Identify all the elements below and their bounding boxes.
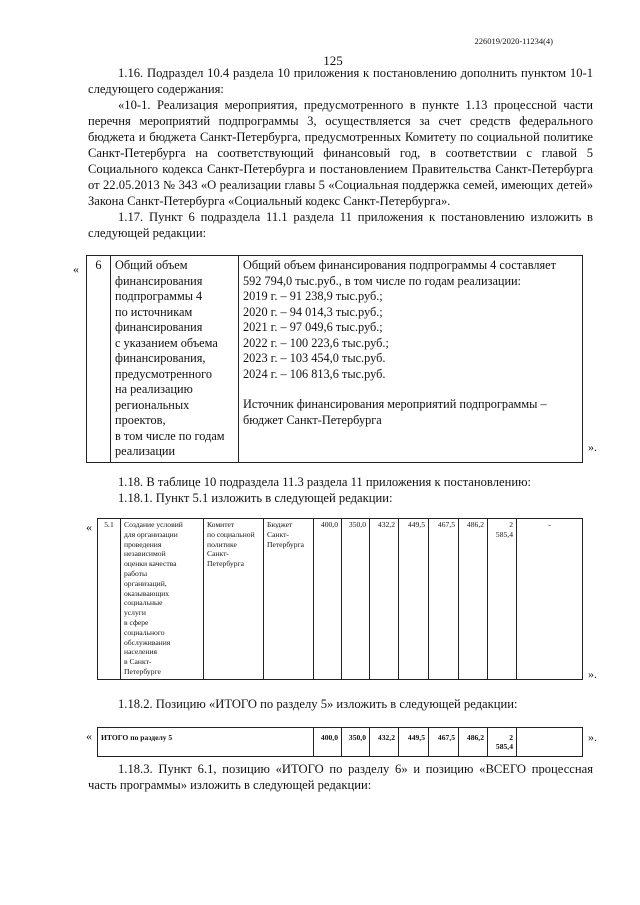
paragraph-10-1: «10-1. Реализация мероприятия, предусмотренного в пункте 1.13 процессной части перечня мероприятий подпрограммы 3, осуществляется за счет средств федерального бюджета и бюджета Санкт-Петербурга, предусмотренных Комитету по социальной политике Санкт-Петербурга на соответствующий финансовый год, в соответствии с главой 5 Социального кодекса Санкт-Петербурга и постановлением Правительства Санкт-Петербурга от 22.05.2013 № 343 «О реализации главы 5 «Социальная поддержка семей, имеющих детей» Закона Санкт-Петербурга «Социальный кодекс Санкт-Петербурга». [88,98,593,208]
paragraph-1-18-3: 1.18.3. Пункт 6.1, позицию «ИТОГО по разделу 6» и позицию «ВСЕГО процессная часть программы» изложить в следующей редакции: [88,762,593,792]
text-line: организаций, [124,578,167,588]
document-code: 226019/2020-11234(4) [474,36,553,46]
paragraph-1-17: 1.17. Пункт 6 подраздела 11.1 раздела 11 приложения к постановлению изложить в следующей редакции: [88,210,593,240]
text-line: Общий объем [115,258,188,272]
text-line: по источникам [115,304,193,319]
total-value: 467,5 [429,728,459,757]
empty-cell [517,728,583,757]
paragraph-1-16: 1.16. Подраздел 10.4 раздела 10 приложения к постановлению дополнить пунктом 10-1 следующего содержания: [88,66,593,96]
total-value: 350,0 [342,728,370,757]
total-label: ИТОГО по разделу 5 [98,728,314,757]
year-value: 2 585,4 [488,519,517,680]
text-line: Бюджет [267,520,293,529]
text-line: на реализацию [115,382,193,396]
close-quote: ». [588,667,597,681]
text-line: Петербурге [124,666,161,676]
row-number: 5.1 [98,519,121,680]
executor [204,519,264,680]
paragraph-1-18-1: 1.18.1. Пункт 5.1 изложить в следующей редакции: [118,491,393,505]
text-line: обслуживания [124,637,171,647]
text-line: Петербурга [207,559,244,569]
year-value: 449,5 [399,519,429,680]
year-value: 350,0 [342,519,370,680]
page-number: 125 [323,53,343,68]
open-quote: « [86,729,92,743]
funding-value [239,256,583,463]
text-line: 2021 г. – 97 049,6 тыс.руб.; [243,320,383,334]
text-line: в Санкт- [124,657,152,667]
text-line: Санкт- [207,549,229,559]
year-value: 400,0 [314,519,342,680]
funding-source [264,519,314,680]
text-line: социальные [124,598,163,608]
year-value: 486,2 [459,519,488,680]
paragraph-1-18-2: 1.18.2. Позицию «ИТОГО по разделу 5» изложить в следующей редакции: [118,697,518,711]
text-line: реализации [115,444,176,458]
text-line: для организации [124,529,178,539]
open-quote: « [73,262,79,276]
text-line: населения [124,647,158,657]
text-line: Общий объем финансирования подпрограммы 4 составляет [243,258,557,272]
funding-label [111,256,239,463]
text-line: финансирования, [115,351,206,365]
text-line: независимой [124,549,166,559]
text-line: в сфере [124,617,149,627]
text-line: в том числе по годам [115,428,225,443]
text-line: по социальной [207,529,255,539]
total-value: 449,5 [399,728,429,757]
text-line: Петербурга [267,539,304,549]
text-line: 2023 г. – 103 454,0 тыс.руб. [243,351,386,365]
text-line: социального [124,627,165,637]
total-value: 2 585,4 [488,728,517,757]
text-line: 2022 г. – 100 223,6 тыс.руб.; [243,335,389,350]
text-line: региональных [115,397,190,412]
result-value: - [517,519,583,680]
open-quote: « [86,520,92,534]
year-value: 432,2 [370,519,399,680]
measures-table [97,518,583,680]
total-value: 432,2 [370,728,399,757]
text-line: предусмотренного [115,366,212,381]
text-line: с указанием объема [115,335,218,350]
text-line: финансирования [115,320,203,334]
text-line: Санкт- [267,529,289,539]
text-line: оказывающих [124,588,170,598]
text-line: Источник финансирования мероприятий подпрограммы – [243,397,547,411]
text-line: проведения [124,539,162,549]
total-value: 400,0 [314,728,342,757]
text-line: 2024 г. – 106 813,6 тыс.руб. [243,366,386,381]
row-number: 6 [87,256,111,463]
text-line: подпрограммы 4 [115,289,203,303]
text-line: Создание условий [124,520,183,529]
total-value: 486,2 [459,728,488,757]
text-line: бюджет Санкт-Петербурга [243,412,382,427]
close-quote: ». [588,440,597,454]
text-line: 592 794,0 тыс.руб., в том числе по годам реализации: [243,273,522,288]
funding-table [86,255,583,463]
text-line: 2019 г. – 91 238,9 тыс.руб.; [243,289,383,303]
text-line: политике [207,539,237,549]
text-line: услуги [124,608,146,618]
paragraph-1-18: 1.18. В таблице 10 подраздела 11.3 раздела 11 приложения к постановлению: [118,475,531,489]
total-table [97,727,583,757]
text-line: оценки качества [124,559,177,569]
text-line: работы [124,568,148,578]
text-line: проектов, [115,413,166,427]
text-line: 2020 г. – 94 014,3 тыс.руб.; [243,304,383,319]
text-line: финансирования [115,273,203,288]
text-line: Комитет [207,520,235,529]
measure-name [121,519,204,680]
year-value: 467,5 [429,519,459,680]
close-quote: ». [588,730,597,744]
